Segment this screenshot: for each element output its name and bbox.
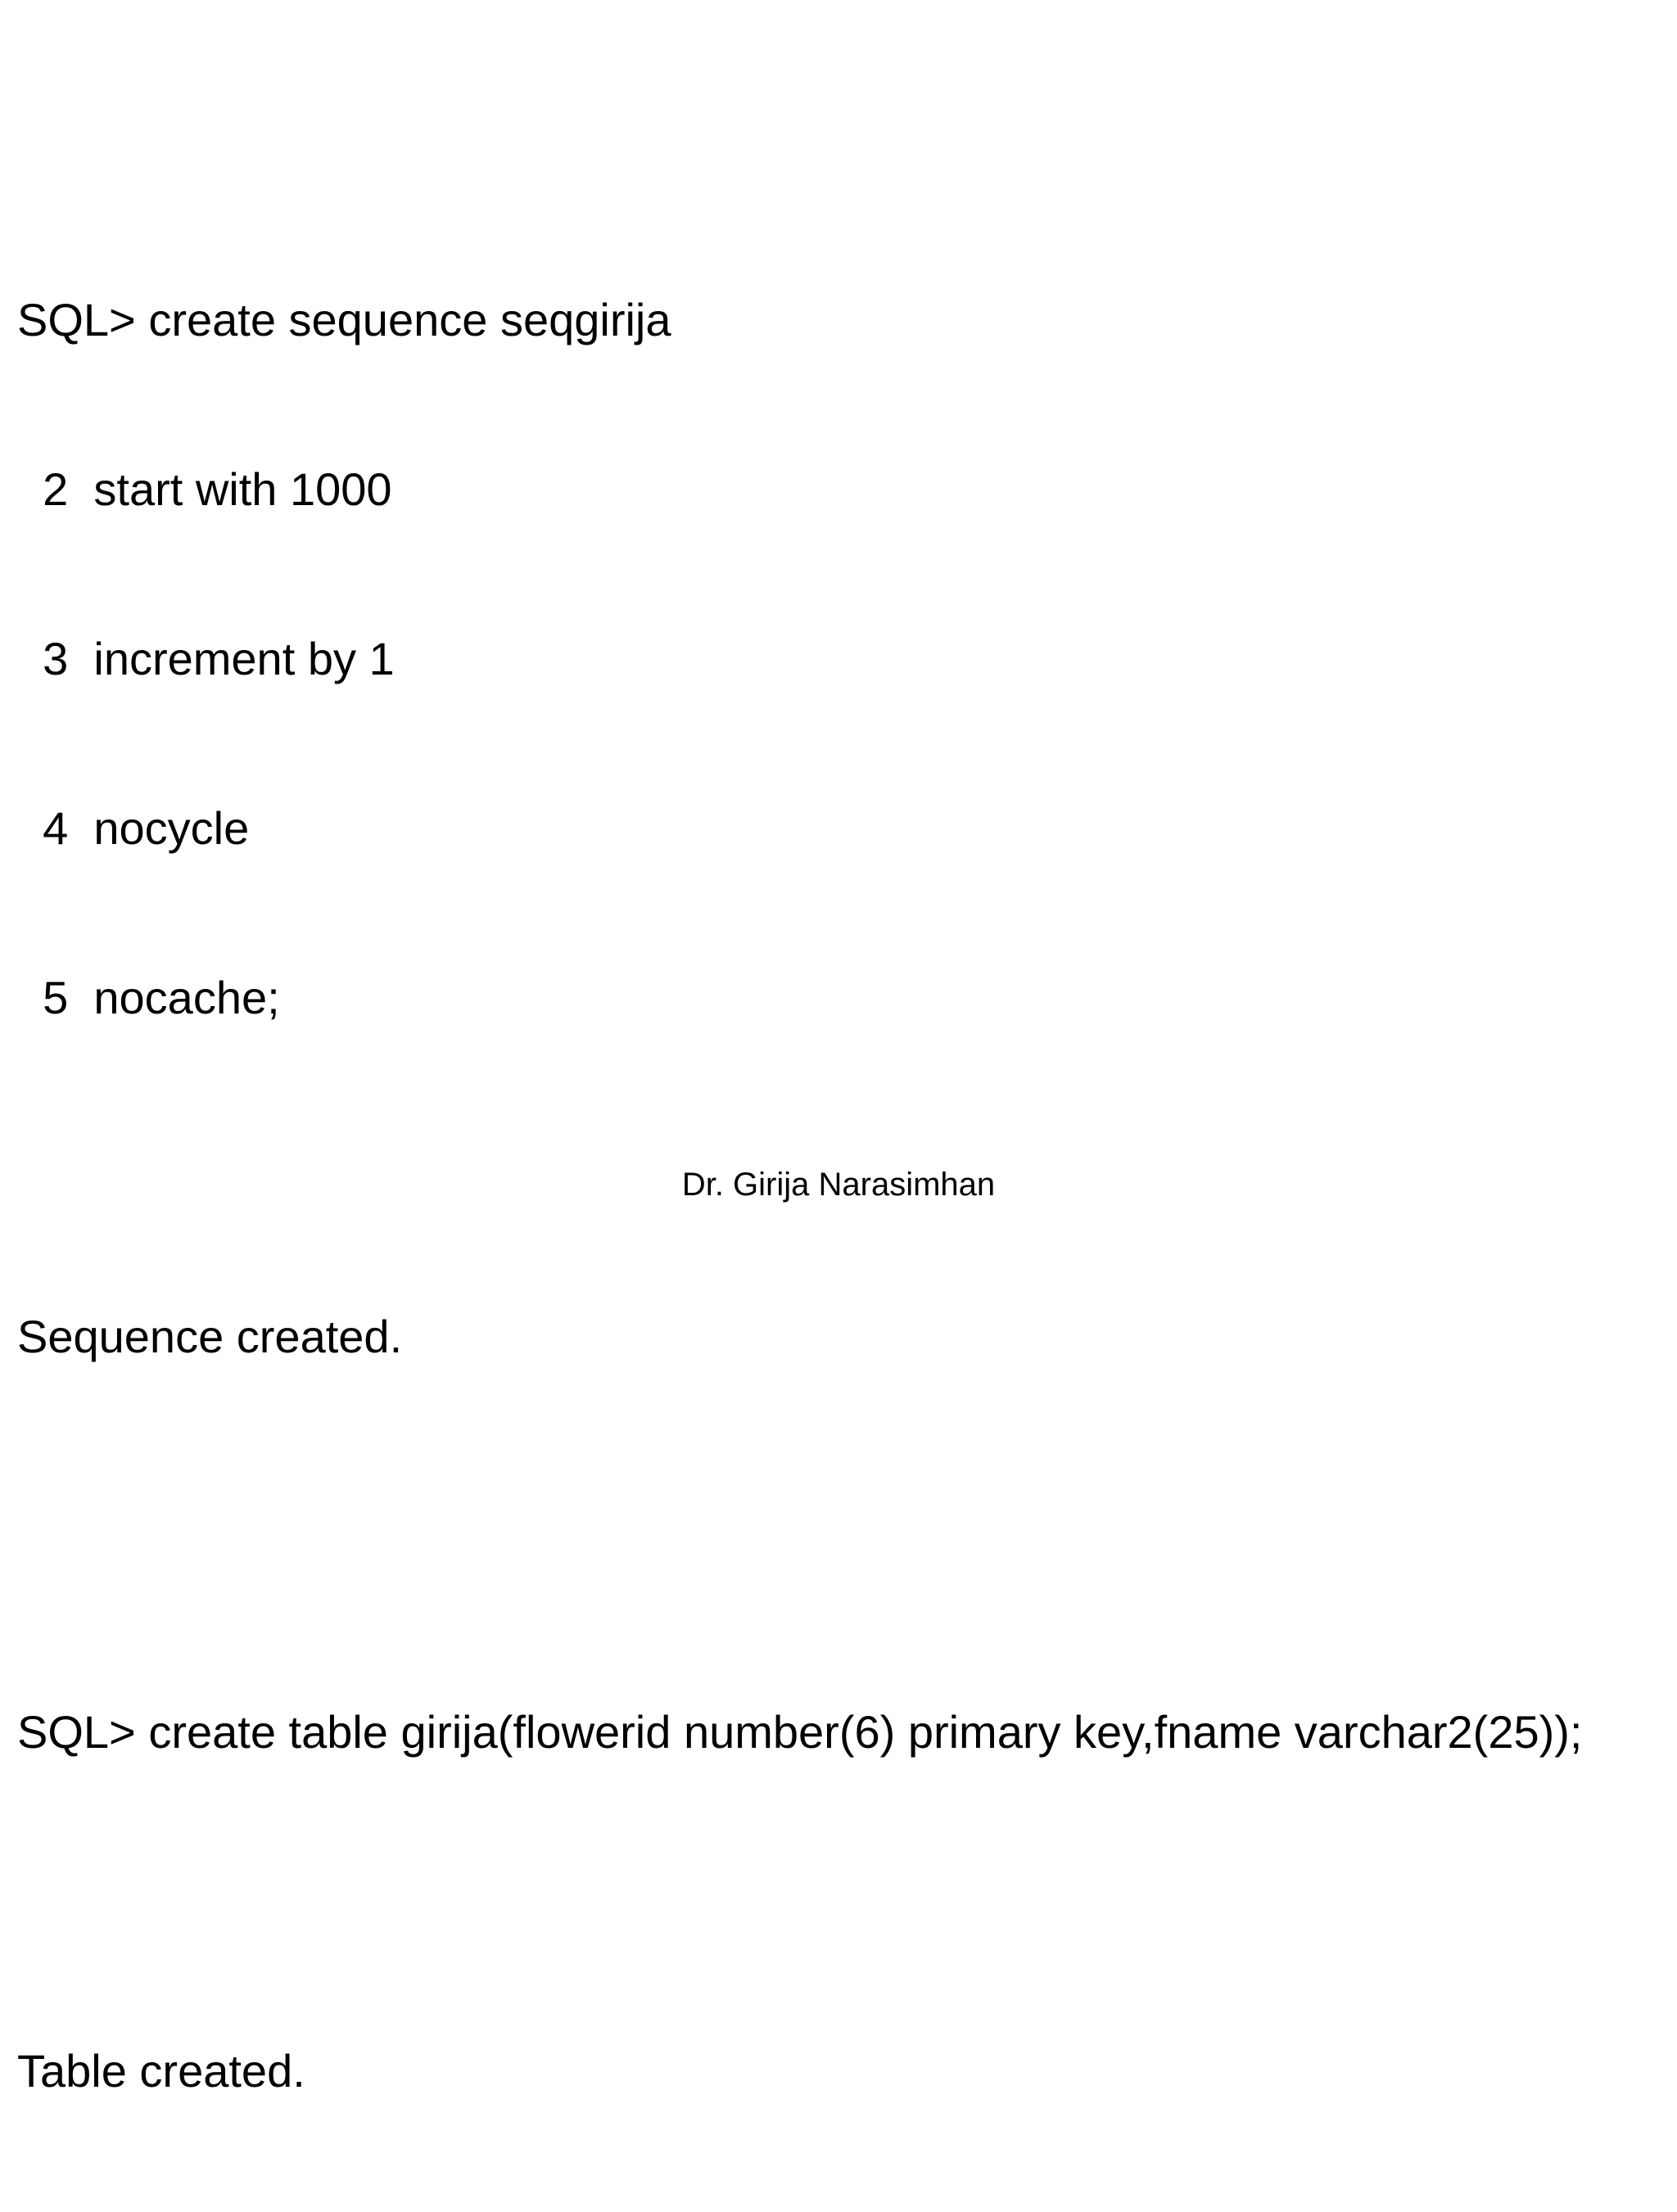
table-created-message: Table created.	[17, 2045, 305, 2097]
sql-line-increment-by: 3 increment by 1	[17, 633, 395, 684]
sql-line-start-with: 2 start with 1000	[17, 463, 392, 515]
sql-line-create-sequence: SQL> create sequence seqgirija	[17, 294, 671, 345]
sql-line-nocache: 5 nocache;	[17, 972, 280, 1023]
sequence-created-message: Sequence created.	[17, 1311, 403, 1362]
sql-line-nocycle: 4 nocycle	[17, 802, 250, 854]
spacer	[17, 1873, 1655, 1930]
sql-line-create-table: SQL> create table girija(flowerid number(6) primary key,fname varchar2(25));	[17, 1706, 1583, 1758]
author-footer: Dr. Girija Narasimhan	[681, 1167, 996, 1203]
spacer	[17, 1478, 1655, 1591]
